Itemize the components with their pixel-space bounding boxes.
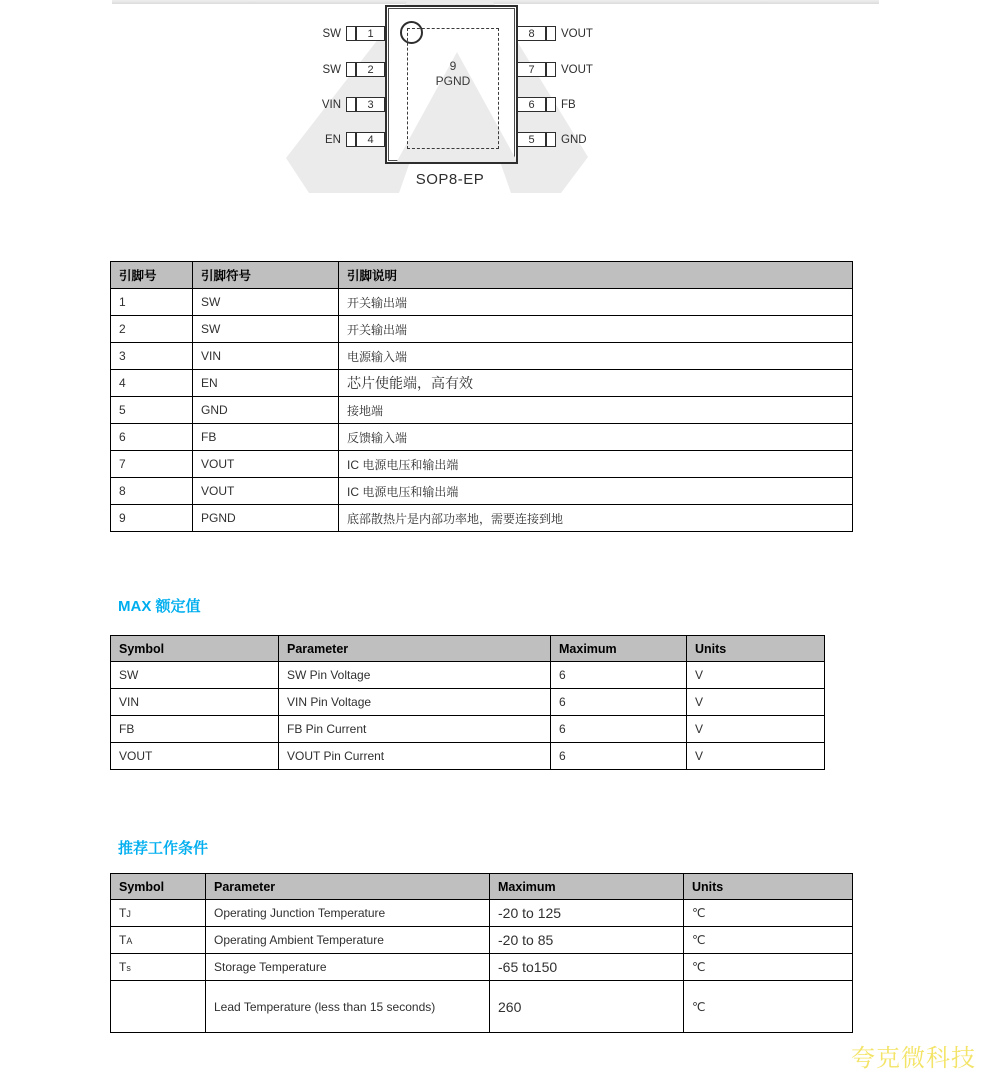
symbol-cell: VOUT [111,743,279,770]
table-row [111,662,825,689]
symbol-sub: s [126,963,131,973]
pin-description-table [110,261,853,532]
pin-no-cell: 9 [111,505,193,532]
pin-6-label: FB [561,98,576,111]
parameter-cell: FB Pin Current [279,716,551,743]
pin-sym-cell: SW [193,316,339,343]
pin-8-lead [546,26,556,41]
pin-desc-cell: 开关输出端 [339,289,853,316]
col-header: Units [687,636,825,662]
units-cell: ℃ [684,954,853,981]
pin-5-lead [546,132,556,147]
pin-sym-cell: VOUT [193,451,339,478]
units-cell: V [687,716,825,743]
units-cell: ℃ [684,900,853,927]
table-row [111,743,825,770]
pin-1 [298,26,385,41]
units-cell: ℃ [684,981,853,1033]
pin-no-cell: 7 [111,451,193,478]
table-header-row [111,262,853,289]
parameter-cell: VIN Pin Voltage [279,689,551,716]
pin-sym-cell: SW [193,289,339,316]
pin-5-number: 5 [517,132,546,147]
pad-number: 9 [449,59,457,73]
pin-7-number: 7 [517,62,546,77]
pin-no-cell: 2 [111,316,193,343]
col-header: 引脚说明 [339,262,853,289]
exposed-pad-label [407,59,499,89]
pin-4 [298,132,385,147]
pin-6 [517,97,627,112]
pin-desc-cell: 芯片使能端，高有效 [339,370,853,397]
parameter-cell: SW Pin Voltage [279,662,551,689]
pin-sym-cell: GND [193,397,339,424]
table-row [111,689,825,716]
symbol-sub: J [126,909,131,919]
recommended-conditions-table [110,873,853,1033]
pin-no-cell: 3 [111,343,193,370]
maximum-cell: 6 [551,716,687,743]
pin-8 [517,26,627,41]
table-row [111,981,853,1033]
col-header: Symbol [111,636,279,662]
table-row [111,316,853,343]
maximum-cell: 6 [551,662,687,689]
units-cell: V [687,689,825,716]
pin-sym-cell: PGND [193,505,339,532]
parameter-cell: Lead Temperature (less than 15 seconds) [206,981,490,1033]
chip-package-body [385,5,518,164]
table-row [111,397,853,424]
pin-sym-cell: EN [193,370,339,397]
pin-3 [298,97,385,112]
pin1-marker-icon [400,21,423,44]
pin-1-label: SW [322,27,341,40]
pin-no-cell: 4 [111,370,193,397]
table-header-row [111,636,825,662]
col-header: Maximum [551,636,687,662]
symbol-cell: VIN [111,689,279,716]
symbol-cell [111,900,206,927]
maximum-cell: -65 to150 [490,954,684,981]
col-header: Maximum [490,874,684,900]
pin-7-lead [546,62,556,77]
pin-desc-cell: 开关输出端 [339,316,853,343]
pin-3-label: VIN [321,98,341,111]
pin-4-label: EN [325,133,341,146]
pin-sym-cell: VIN [193,343,339,370]
pin-2 [298,62,385,77]
maximum-cell: -20 to 125 [490,900,684,927]
table-row [111,505,853,532]
col-header: 引脚符号 [193,262,339,289]
col-header: Parameter [279,636,551,662]
pin-desc-cell: IC 电源电压和输出端 [339,451,853,478]
pin-5-label: GND [561,133,587,146]
pin-desc-cell: IC 电源电压和输出端 [339,478,853,505]
pin-no-cell: 5 [111,397,193,424]
col-header: Parameter [206,874,490,900]
parameter-cell: Operating Junction Temperature [206,900,490,927]
recommended-conditions-title: 推荐工作条件 [118,840,209,857]
max-ratings-table [110,635,825,770]
pin-desc-cell: 底部散热片是内部功率地，需要连接到地 [339,505,853,532]
package-name-label: SOP8-EP [415,171,485,188]
pin-8-number: 8 [517,26,546,41]
symbol-main: T [119,933,127,947]
pin-3-lead [346,97,356,112]
pin-1-lead [346,26,356,41]
units-cell: ℃ [684,927,853,954]
parameter-cell: Storage Temperature [206,954,490,981]
symbol-cell [111,954,206,981]
company-watermark: 夸克微科技 [851,1045,976,1070]
table-row [111,716,825,743]
pin-4-number: 4 [356,132,385,147]
pin-sym-cell: VOUT [193,478,339,505]
col-header: 引脚号 [111,262,193,289]
units-cell: V [687,662,825,689]
pin-desc-cell: 接地端 [339,397,853,424]
pin-desc-cell: 电源输入端 [339,343,853,370]
pin-5 [517,132,627,147]
table-row [111,370,853,397]
maximum-cell: 6 [551,689,687,716]
symbol-sub: A [126,936,133,946]
pin-2-label: SW [322,63,341,76]
maximum-cell: 260 [490,981,684,1033]
col-header: Units [684,874,853,900]
table-row [111,900,853,927]
pin-2-number: 2 [356,62,385,77]
table-header-row [111,874,853,900]
pin-no-cell: 8 [111,478,193,505]
symbol-main: T [119,906,127,920]
pin-2-lead [346,62,356,77]
units-cell: V [687,743,825,770]
symbol-cell [111,927,206,954]
pin-6-lead [546,97,556,112]
pin-8-label: VOUT [561,27,593,40]
table-row [111,424,853,451]
table-row [111,289,853,316]
pin-no-cell: 1 [111,289,193,316]
maximum-cell: 6 [551,743,687,770]
pin-6-number: 6 [517,97,546,112]
pin-4-lead [346,132,356,147]
parameter-cell: Operating Ambient Temperature [206,927,490,954]
pin-7-label: VOUT [561,63,593,76]
table-row [111,927,853,954]
pin-3-number: 3 [356,97,385,112]
pin-desc-cell: 反馈输入端 [339,424,853,451]
parameter-cell: VOUT Pin Current [279,743,551,770]
table-row [111,954,853,981]
symbol-cell: SW [111,662,279,689]
table-row [111,343,853,370]
pin-no-cell: 6 [111,424,193,451]
pad-name: PGND [435,74,471,88]
symbol-cell: FB [111,716,279,743]
col-header: Symbol [111,874,206,900]
pin-1-number: 1 [356,26,385,41]
table-row [111,478,853,505]
pin-sym-cell: FB [193,424,339,451]
symbol-cell [111,981,206,1033]
maximum-cell: -20 to 85 [490,927,684,954]
symbol-main: T [119,960,127,974]
pin-7 [517,62,627,77]
table-row [111,451,853,478]
max-ratings-title: MAX 额定值 [118,598,201,615]
